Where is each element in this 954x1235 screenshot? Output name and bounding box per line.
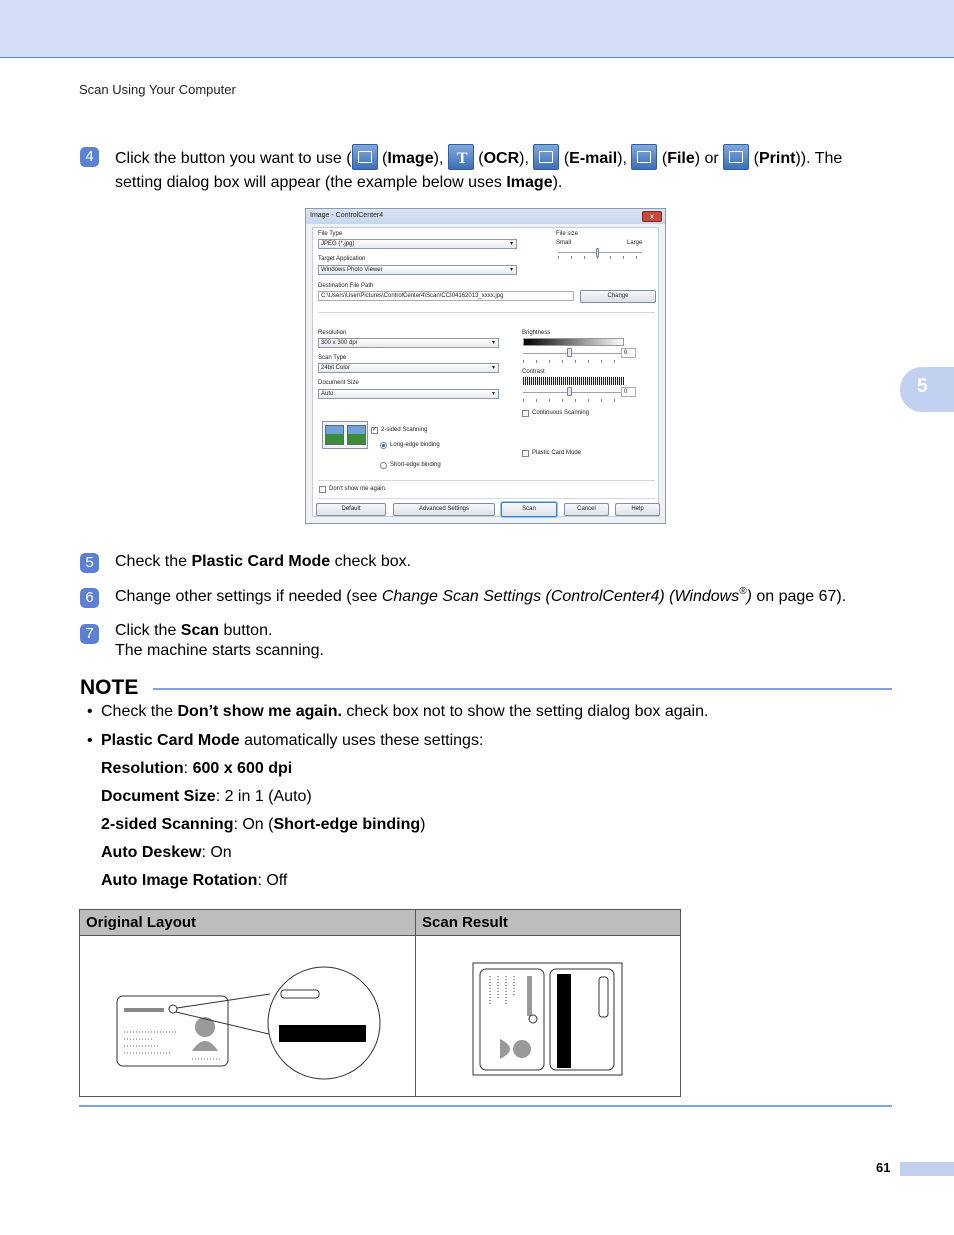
- setting-two-sided: 2-sided Scanning: On (Short-edge binding): [101, 816, 426, 833]
- long-edge-radio[interactable]: [380, 442, 387, 449]
- two-sided-label: 2-sided Scanning: [381, 427, 428, 433]
- contrast-value[interactable]: 0: [621, 387, 636, 397]
- scan-type-label: Scan Type: [318, 355, 347, 361]
- dialog-body: [312, 227, 659, 517]
- scan-result-illustration: [416, 936, 680, 1096]
- dont-show-label: Don't show me again.: [329, 486, 387, 492]
- layout-table: [79, 909, 681, 1097]
- file-size-label: File size: [556, 231, 579, 237]
- email-icon: [533, 144, 559, 170]
- target-app-select[interactable]: Windows Photo Viewer ▾: [318, 265, 517, 275]
- step-6: [80, 585, 900, 611]
- contrast-slider-thumb[interactable]: [567, 387, 572, 396]
- setting-resolution: Resolution: 600 x 600 dpi: [101, 760, 293, 777]
- step-number: 6: [80, 588, 99, 608]
- default-button[interactable]: Default: [316, 503, 386, 516]
- chapter-number: 5: [917, 376, 928, 397]
- brightness-slider[interactable]: [523, 353, 624, 354]
- photo-thumbnail: [325, 425, 344, 445]
- step-text: Check the Plastic Card Mode check box.: [115, 553, 412, 570]
- setting-auto-deskew: Auto Deskew: On: [101, 844, 232, 861]
- column-header-result: Scan Result: [416, 910, 681, 936]
- step-text: Change other settings if needed (see Change Scan Settings (ControlCenter4) (Windows®) on page 67).: [115, 586, 847, 605]
- page-tab: [900, 1162, 954, 1176]
- original-layout-illustration: [80, 936, 415, 1096]
- step-4: [80, 144, 900, 200]
- contrast-pattern: [523, 377, 624, 385]
- brightness-value[interactable]: 0: [621, 348, 636, 358]
- cross-reference-link[interactable]: Change Scan Settings (ControlCenter4) (Windows: [381, 588, 740, 605]
- divider: [318, 498, 655, 499]
- file-size-small-label: Small: [556, 240, 572, 246]
- file-size-ticks: [558, 256, 642, 259]
- scan-button[interactable]: Scan: [501, 502, 557, 517]
- doc-size-label: Document Size: [318, 380, 359, 386]
- doc-size-select[interactable]: Auto ▾: [318, 389, 499, 399]
- scan-result-cell: [416, 936, 681, 1097]
- step-7: [80, 621, 900, 667]
- image-icon: [352, 144, 378, 170]
- setting-document-size: Document Size: 2 in 1 (Auto): [101, 788, 312, 805]
- target-app-label: Target Application: [318, 256, 366, 262]
- file-type-label: File Type: [318, 231, 343, 237]
- plastic-card-mode-label: Plastic Card Mode: [532, 450, 582, 456]
- step-number: 7: [80, 624, 99, 644]
- short-edge-label: Short-edge binding: [390, 462, 441, 468]
- column-header-original: Original Layout: [80, 910, 416, 936]
- change-button[interactable]: Change: [580, 290, 656, 303]
- plastic-card-mode-checkbox[interactable]: [522, 450, 529, 457]
- resolution-label: Resolution: [318, 330, 347, 336]
- step-text: Click the button you want to use ( (Image), T (OCR), (E-mail), (File) or (Print)). The setting dialog box will appear (the example below uses Image).: [115, 144, 842, 195]
- two-sided-preview: [322, 421, 368, 449]
- brightness-label: Brightness: [522, 330, 551, 336]
- dont-show-checkbox[interactable]: [319, 486, 326, 493]
- divider: [318, 480, 655, 481]
- cancel-button[interactable]: Cancel: [564, 503, 609, 516]
- file-type-select[interactable]: JPEG (*.jpg) ▾: [318, 239, 517, 249]
- short-edge-radio[interactable]: [380, 462, 387, 469]
- ocr-icon: T: [448, 144, 474, 170]
- page-number: 61: [876, 1160, 891, 1175]
- continuous-scanning-label: Continuous Scanning: [532, 410, 590, 416]
- photo-thumbnail: [347, 425, 366, 445]
- step-number: 5: [80, 553, 99, 573]
- brightness-gradient: [523, 338, 624, 346]
- long-edge-label: Long-edge binding: [390, 442, 440, 448]
- help-button[interactable]: Help: [615, 503, 660, 516]
- resolution-select[interactable]: 300 x 300 dpi ▾: [318, 338, 499, 348]
- scan-type-select[interactable]: 24bit Color ▾: [318, 363, 499, 373]
- dialog-title: Image - ControlCenter4: [310, 212, 384, 219]
- continuous-scanning-checkbox[interactable]: [522, 410, 529, 417]
- step-text: Click the Scan button. The machine starts scanning.: [115, 622, 324, 659]
- divider: [318, 312, 655, 313]
- original-layout-cell: [80, 936, 416, 1097]
- chapter-tab: [900, 367, 954, 412]
- dest-path-field[interactable]: C:\Users\User\Pictures\ControlCenter4\Scan\CCI04162013_xxxx.jpg: [318, 291, 574, 301]
- scan-settings-dialog: [305, 208, 666, 524]
- file-size-slider[interactable]: [558, 252, 642, 253]
- brightness-ticks: [523, 360, 624, 363]
- note-rule: [153, 688, 892, 690]
- step-number: 4: [80, 147, 99, 167]
- dialog-title-bar: [306, 209, 665, 224]
- print-icon: [723, 144, 749, 170]
- note-title: NOTE: [80, 676, 139, 699]
- step-5: [80, 550, 900, 576]
- running-head: Scan Using Your Computer: [79, 82, 236, 97]
- contrast-label: Contrast: [522, 369, 545, 375]
- file-size-large-label: Large: [627, 240, 643, 246]
- footer-rule: [79, 1105, 892, 1107]
- header-band: [0, 0, 954, 58]
- brightness-slider-thumb[interactable]: [567, 348, 572, 357]
- contrast-ticks: [523, 399, 624, 402]
- contrast-slider[interactable]: [523, 392, 624, 393]
- dest-path-label: Destination File Path: [318, 283, 374, 289]
- file-icon: [631, 144, 657, 170]
- two-sided-checkbox[interactable]: ✓: [372, 427, 378, 433]
- setting-auto-image-rotation: Auto Image Rotation: Off: [101, 872, 288, 889]
- close-button[interactable]: x: [642, 211, 662, 222]
- advanced-settings-button[interactable]: Advanced Settings: [393, 503, 495, 516]
